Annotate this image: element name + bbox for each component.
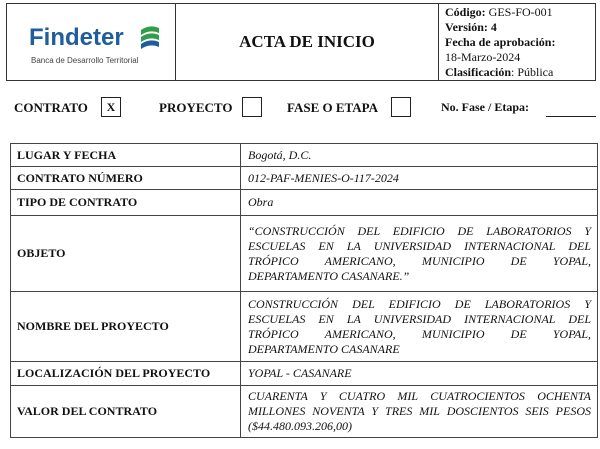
row-label: VALOR DEL CONTRATO (11, 386, 241, 438)
row-value: CONSTRUCCIÓN DEL EDIFICIO DE LABORATORIOS Y ESCUELAS EN LA UNIVERSIDAD INTERNACIONAL DEL TRÓPICO AMERICANO, MUNICIPIO DE YOPAL, DEPARTAMENTO CASANARE (241, 292, 598, 362)
meta-clasificacion: Clasificación: Pública (445, 65, 554, 79)
contract-type-options (14, 96, 598, 122)
row-label: NOMBRE DEL PROYECTO (11, 292, 241, 362)
row-label: LOCALIZACIÓN DEL PROYECTO (11, 362, 241, 386)
row-value: Bogotá, D.C. (241, 144, 598, 167)
meta-fecha-label: Fecha de aprobación: (445, 35, 556, 49)
row-label: OBJETO (11, 216, 241, 292)
findeter-logo (15, 12, 175, 72)
logo-cell (7, 4, 176, 81)
meta-fecha-value: 18-Marzo-2024 (445, 50, 521, 64)
row-label: CONTRATO NÚMERO (11, 167, 241, 190)
table-row (11, 144, 598, 167)
row-value: Obra (241, 190, 598, 216)
option-proyecto-checkbox[interactable] (242, 97, 262, 117)
option-contrato-label: CONTRATO (14, 100, 88, 115)
logo-mark-icon (139, 24, 161, 54)
document-title: ACTA DE INICIO (176, 4, 439, 81)
meta-codigo: Código: GES-FO-001 (445, 5, 553, 19)
contract-details-table (10, 143, 598, 438)
option-fase-checkbox[interactable] (391, 97, 411, 117)
row-value: CUARENTA Y CUATRO MIL CUATROCIENTOS OCHENTA MILLONES NOVENTA Y TRES MIL DOSCIENTOS SEIS PESOS ($44.480.093.206,00) (241, 386, 598, 438)
document-header (6, 3, 596, 81)
option-proyecto-label: PROYECTO (159, 100, 233, 115)
option-fase-label: FASE O ETAPA (287, 100, 379, 115)
row-label: TIPO DE CONTRATO (11, 190, 241, 216)
table-row (11, 190, 598, 216)
table-row (11, 386, 598, 438)
table-row (11, 216, 598, 292)
option-no-fase-label: No. Fase / Etapa: (441, 100, 529, 114)
row-label: LUGAR Y FECHA (11, 144, 241, 167)
table-row (11, 167, 598, 190)
row-value: 012-PAF-MENIES-O-117-2024 (241, 167, 598, 190)
table-row (11, 292, 598, 362)
row-value: “CONSTRUCCIÓN DEL EDIFICIO DE LABORATORIOS Y ESCUELAS EN LA UNIVERSIDAD INTERNACIONAL DEL TRÓPICO AMERICANO, MUNICIPIO DE YOPAL, DEPARTAMENTO CASANARE.” (241, 216, 598, 292)
option-contrato-checkbox[interactable]: X (101, 97, 121, 117)
row-value: YOPAL - CASANARE (241, 362, 598, 386)
meta-version: Versión: 4 (445, 20, 497, 34)
option-no-fase-blank[interactable] (546, 116, 596, 117)
logo-tagline: Banca de Desarrollo Territorial (31, 56, 139, 65)
document-meta (439, 4, 596, 81)
logo-wordmark: Findeter (29, 24, 124, 51)
table-row (11, 362, 598, 386)
